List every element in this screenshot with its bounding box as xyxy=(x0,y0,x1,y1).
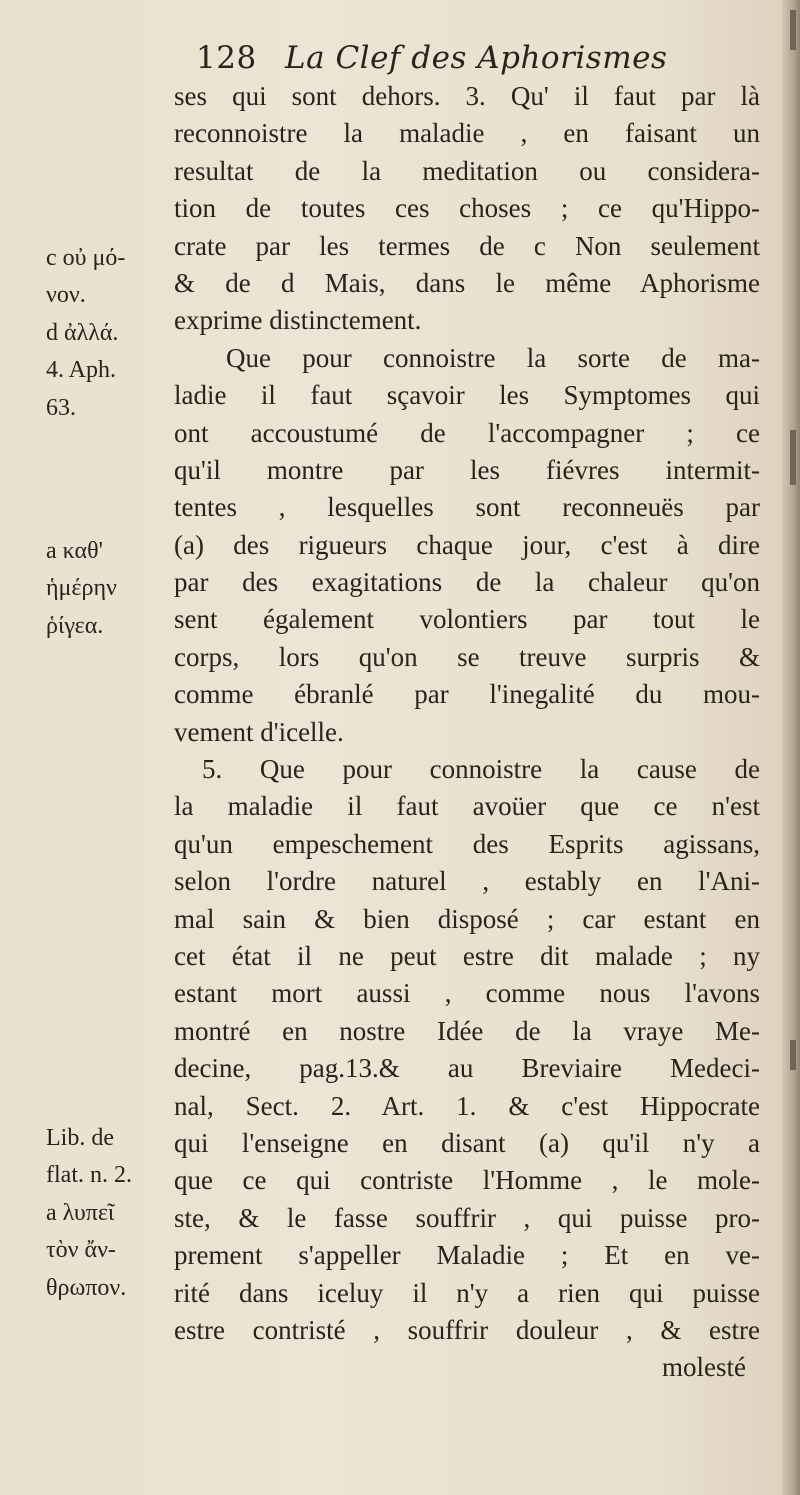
text-line: resultat de la meditation ou considera- xyxy=(174,155,760,186)
text-line: estre contristé , souffrir douleur , & estre xyxy=(174,1314,760,1345)
text-line: rité dans iceluy il n'y a rien qui puisse xyxy=(174,1277,760,1308)
margin-note: ἡμέρην xyxy=(46,575,117,602)
margin-note: a λυπεῖ xyxy=(46,1199,115,1226)
text-line: mal sain & bien disposé ; car estant en xyxy=(174,903,760,934)
text-line: ste, & le fasse souffrir , qui puisse pro- xyxy=(174,1202,760,1233)
margin-note: a καθ' xyxy=(46,538,103,564)
text-line: ses qui sont dehors. 3. Qu' il faut par là xyxy=(174,81,760,111)
margin-note: flat. n. 2. xyxy=(46,1162,132,1189)
text-line: par des exagitations de la chaleur qu'on xyxy=(174,567,760,598)
margin-note: 4. Aph. xyxy=(46,357,117,384)
margin-note: νον. xyxy=(46,282,86,309)
text-line: la maladie il faut avoüer que ce n'est xyxy=(174,791,760,822)
running-header xyxy=(196,40,667,76)
running-title: La Clef des Aphorismes xyxy=(285,40,668,76)
text-line: ont accoustumé de l'accompagner ; ce xyxy=(174,417,760,448)
text-line: ladie il faut sçavoir les Symptomes qui xyxy=(174,380,760,411)
text-line: qui l'enseigne en disant (a) qu'il n'y a xyxy=(174,1127,760,1158)
text-line: prement s'appeller Maladie ; Et en ve- xyxy=(174,1240,760,1271)
text-line: (a) des rigueurs chaque jour, c'est à dire xyxy=(174,529,760,560)
text-line: estant mort aussi , comme nous l'avons xyxy=(174,978,760,1009)
margin-note-group xyxy=(46,533,176,645)
text-line: exprime distinctement. xyxy=(174,305,422,336)
margin-note: τὸν ἄν- xyxy=(46,1237,116,1264)
margin-note-group xyxy=(46,240,176,427)
text-line: montré en nostre Idée de la vraye Me- xyxy=(174,1015,760,1046)
text-line: sent également volontiers par tout le xyxy=(174,604,760,635)
text-line: crate par les termes de c Non seulement xyxy=(174,230,760,261)
margin-note: θρωπον. xyxy=(46,1274,127,1301)
margin-note-group xyxy=(46,1120,176,1307)
text-line: que ce qui contriste l'Homme , le mole- xyxy=(174,1165,760,1196)
text-line: corps, lors qu'on se treuve surpris & xyxy=(174,641,760,672)
text-line: reconnoistre la maladie , en faisant un xyxy=(174,118,760,149)
text-line: Que pour connoistre la sorte de ma- xyxy=(226,342,760,373)
text-line: comme ébranlé par l'inegalité du mou- xyxy=(174,679,760,710)
margin-note: c οὐ μό- xyxy=(46,245,126,271)
page-number: 128 xyxy=(196,40,257,76)
text-line: tion de toutes ces choses ; ce qu'Hippo- xyxy=(174,193,760,224)
margin-note: Lib. de xyxy=(46,1125,114,1151)
main-text xyxy=(174,78,760,1387)
text-line: tentes , lesquelles sont reconneuës par xyxy=(174,492,760,523)
page-edge xyxy=(782,0,800,1495)
margin-note: 63. xyxy=(46,394,76,421)
text-line: & de d Mais, dans le même Aphorisme xyxy=(174,267,760,298)
text-line: qu'un empeschement des Esprits agissans, xyxy=(174,828,760,859)
margin-note: ῥίγεα. xyxy=(46,612,104,639)
text-line: cet état il ne peut estre dit malade ; ny xyxy=(174,940,760,971)
catchword: molesté xyxy=(662,1352,746,1383)
text-line: nal, Sect. 2. Art. 1. & c'est Hippocrate xyxy=(174,1090,760,1121)
text-line: 5. Que pour connoistre la cause de xyxy=(202,754,760,785)
text-line: vement d'icelle. xyxy=(174,716,344,747)
text-line: selon l'ordre naturel , estably en l'Ani- xyxy=(174,866,760,897)
text-line: decine, pag.13.& au Breviaire Medeci- xyxy=(174,1053,760,1084)
margin-note: d ἀλλά. xyxy=(46,319,119,346)
text-line: qu'il montre par les fiévres intermit- xyxy=(174,454,760,485)
